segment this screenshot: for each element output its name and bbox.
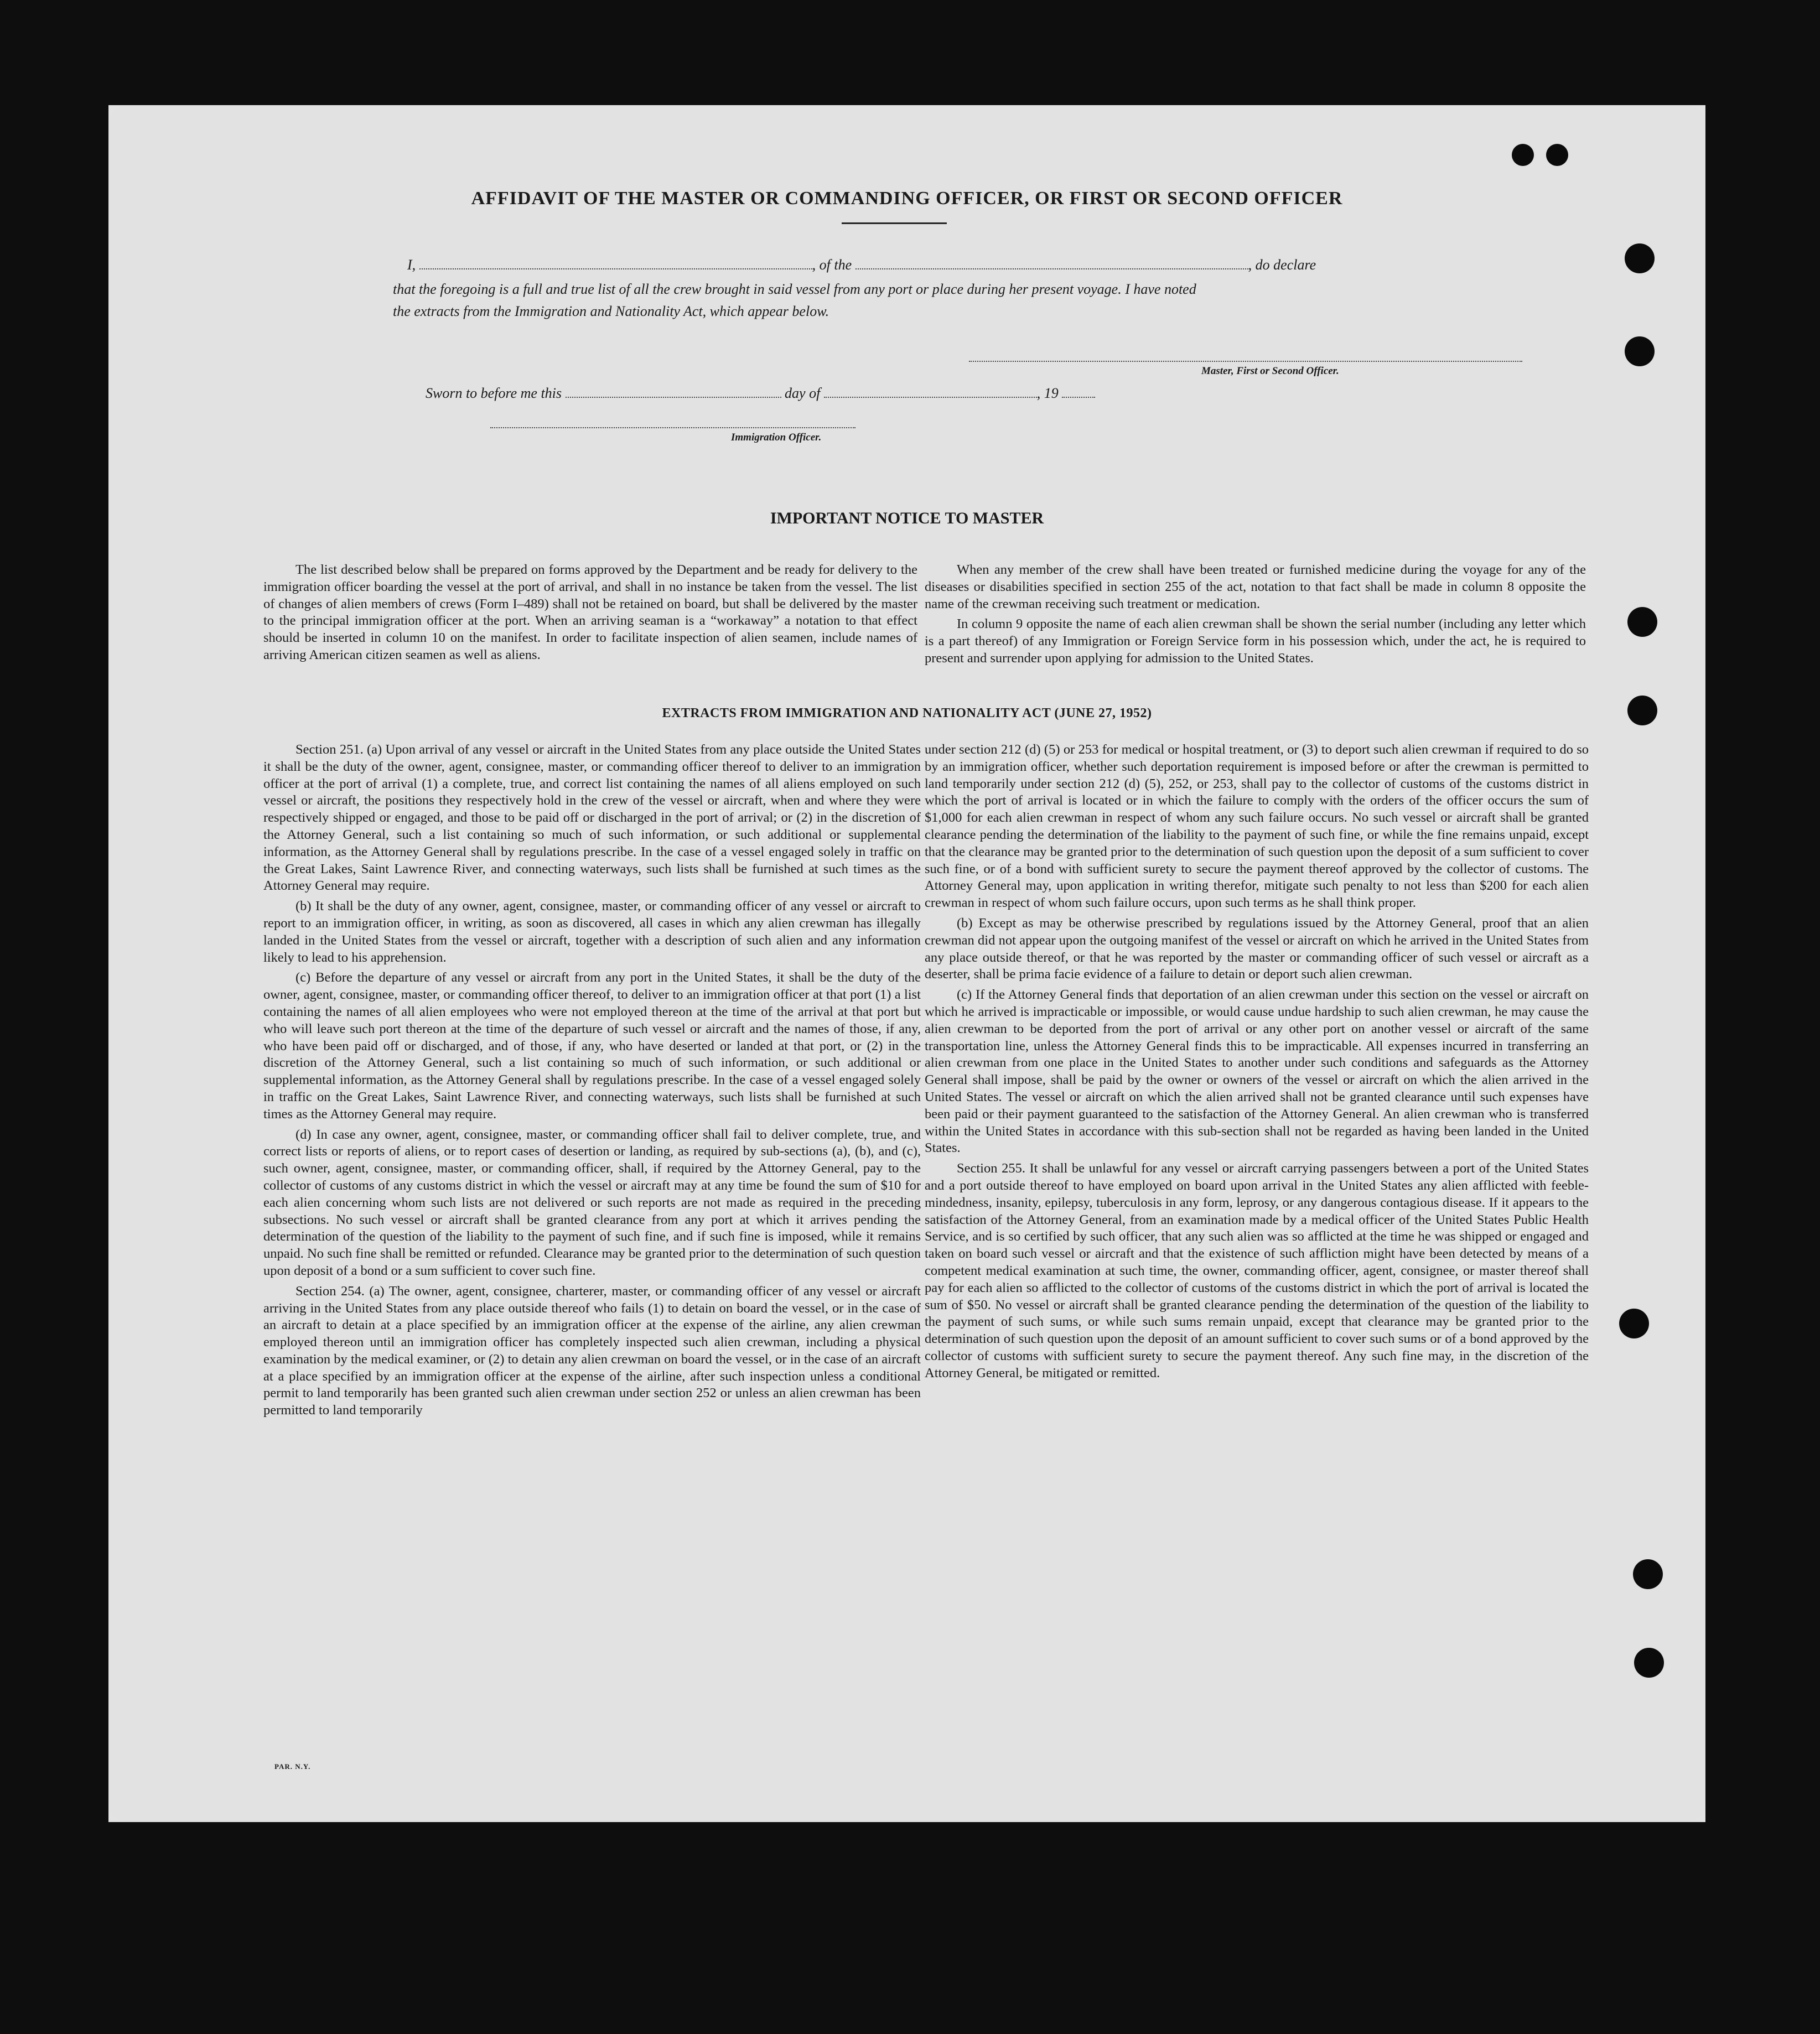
form-code: PAR. N.Y. [274,1762,311,1771]
sworn-line [426,385,1311,402]
notice-paragraph: In column 9 opposite the name of each alien crewman shall be shown the serial number (including any letter which is a part thereof) of any Immigration or Foreign Service form in his possession which, under the act, he is required to present and surrender upon applying for admission to the United States. [925,616,1586,666]
year-label: , 19 [1036,385,1059,401]
punch-hole [1619,1309,1649,1338]
of-the-label: , of the [812,257,852,273]
master-signature-label: Master, First or Second Officer. [1201,365,1339,377]
day-of-label: day of [785,385,821,401]
punch-hole [1633,1559,1663,1589]
section-paragraph: (c) Before the departure of any vessel or aircraft from any port in the United States, it shall be the duty of the owner, agent, consignee, master, or commanding officer thereof, to deliver to an immigration officer at that port (1) a list containing the names of all alien employees who were not employed thereon at the time of the arrival at that port but who will leave such port thereon at the time of the departure of such vessel or aircraft and the names of those, if any, who have been paid off or discharged, and of those, if any, who have deserted or landed at that port, or (2) in the discretion of the Attorney General, such a list containing so much of such information, or such additional or supplemental information, as the Attorney General shall by regulations prescribe. In the case of a vessel engaged solely in traffic on the Great Lakes, Saint Lawrence River, and connecting waterways, such lists shall be furnished at such times as the Attorney General may require. [263,970,921,1122]
vessel-name-field[interactable] [855,268,1248,269]
notice-left-column [263,562,917,664]
section-paragraph: (b) It shall be the duty of any owner, agent, consignee, master, or commanding officer of any vessel or aircraft to report to an immigration officer, in writing, as soon as discovered, all cases in which any alien crewman has illegally landed in the United States from the vessel or aircraft, together with a description of such alien and any information likely to lead to his apprehension. [263,899,921,965]
extracts-right-column [925,741,1589,1382]
notice-paragraph: The list described below shall be prepared on forms approved by the Department and be ready for delivery to the immigration officer boarding the vessel at the port of arrival, and shall in no instance be taken from the vessel. The list of changes of alien members of crews (Form I–489) shall not be retained on board, but shall be delivered by the master to the principal immigration officer at the port. When an arriving seaman is a “workaway” a notation to that effect should be inserted in column 10 on the manifest. In order to facilitate inspection of alien seamen, include names of arriving American citizen seamen as well as aliens. [263,562,917,662]
punch-hole [1625,336,1655,366]
section-paragraph: (b) Except as may be otherwise prescribed by regulations issued by the Attorney General, proof that an alien crewman did not appear upon the outgoing manifest of the vessel or aircraft on which he arrived in the United States from any place outside thereof, or that he was reported by the master or commanding officer of such vessel or aircraft as a deserter, shall be prima facie evidence of a failure to detain or deport such alien crewman. [925,915,1589,982]
declaration-text-2: the extracts from the Immigration and Nationality Act, which appear below. [393,303,829,319]
punch-hole [1625,243,1655,273]
sworn-day-field[interactable] [566,397,781,398]
notice-paragraph: When any member of the crew shall have been treated or furnished medicine during the voyage for any of the diseases or disabilities specified in section 255 of the act, notation to that fact shall be made in column 8 opposite the name of the crewman receiving such treatment or medication. [925,562,1586,611]
declarant-name-field[interactable] [419,268,812,269]
document-page [108,105,1705,1822]
punch-hole [1627,607,1657,637]
declaration-text-1: that the foregoing is a full and true list of all the crew brought in said vessel from any port or place during her present voyage. I have noted [393,281,1196,297]
extracts-title: EXTRACTS FROM IMMIGRATION AND NATIONALITY ACT (JUNE 27, 1952) [662,706,1152,720]
master-signature-field[interactable] [969,361,1522,362]
title-divider [842,222,947,224]
section-paragraph: Section 255. It shall be unlawful for any vessel or aircraft carrying passengers between a port of the United States and a port outside thereof to have employed on board upon arrival in the United States any alien afflicted with feeble-mindedness, insanity, epilepsy, tuberculosis in any form, leprosy, or any dangerous contagious disease. If it appears to the satisfaction of the Attorney General, from an examination made by a medical officer of the United States Public Health Service, and is so certified by such officer, that any such alien was so afflicted at the time he was shipped or engaged and taken on board such vessel or aircraft and that the existence of such affliction might have been detected by means of a competent medical examination at such time, the owner, commanding officer, agent, consignee, or master thereof shall pay for each alien so afflicted to the collector of customs of the customs district in which the port of arrival is located the sum of $50. No vessel or aircraft shall be granted clearance pending the determination of the question of the liability to the payment of such sums, or while such sums remain unpaid, except that clearance may be granted prior to the determination of such question upon the deposit of an amount sufficient to cover such sums or of a bond approved by the collector of customs with sufficient surety to secure the payment thereof. Any such fine may, in the discretion of the Attorney General, be mitigated or remitted. [925,1161,1589,1381]
sworn-month-field[interactable] [824,397,1037,398]
section-paragraph: Section 251. (a) Upon arrival of any vessel or aircraft in the United States from any place outside the United States it shall be the duty of the owner, agent, consignee, master, or commanding officer thereof to deliver to an immigration officer at the port of arrival (1) a complete, true, and correct list containing the names of all aliens employed on such vessel or aircraft, the positions they respectively hold in the crew of the vessel or aircraft, when and where they were respectively shipped or engaged, and those to be paid off or discharged in the port of arrival; or (2) in the discretion of the Attorney General, such a list containing so much of such information, or such additional or supplemental information, as the Attorney General shall by regulations prescribe. In the case of a vessel engaged solely in traffic on the Great Lakes, Saint Lawrence River, and connecting waterways, such lists shall be furnished at such times as the Attorney General may require. [263,742,921,894]
section-paragraph: (c) If the Attorney General finds that deportation of an alien crewman under this section on the vessel or aircraft on which he arrived is impracticable or impossible, or would cause undue hardship to such alien crewman, he may cause the alien crewman to be deported from the port of arrival or any other port on another vessel or aircraft of the same transportation line, unless the Attorney General finds this to be impracticable. All expenses incurred in transferring an alien crewman from one place in the United States to another under such conditions and safeguards as the Attorney General shall impose, shall be paid by the owner or owners of the vessel or aircraft on which the alien arrived in the United States. The vessel or aircraft on which the alien arrived shall not be granted clearance until such expenses have been paid or their payment guaranteed to the satisfaction of the Attorney General. An alien crewman who is transferred within the United States in accordance with this sub-section shall not be regarded as having been landed in the United States. [925,987,1589,1156]
notice-right-column [925,562,1586,667]
section-paragraph: (d) In case any owner, agent, consignee, master, or commanding officer shall fail to deliver complete, true, and correct lists or reports of aliens, or to report cases of desertion or landing, as required by sub-sections (a), (b), and (c), such owner, agent, consignee, master, or commanding officer, shall, if required by the Attorney General, pay to the collector of customs of any customs district in which the vessel or aircraft may at any time be found the sum of $10 for each alien concerning whom such lists are not delivered or such reports are not made as required in the preceding subsections. No such vessel or aircraft shall be granted clearance from any port at which it arrives pending the determination of the question of the liability to the payment of such fine, and if such fine is imposed, while it remains unpaid. No such fine shall be remitted or refunded. Clearance may be granted prior to the determination of such question upon deposit of a bond or a sum sufficient to cover such fine. [263,1127,921,1278]
declare-label: , do declare [1248,257,1316,273]
officer-signature-field[interactable] [490,427,855,428]
section-paragraph: under section 212 (d) (5) or 253 for medical or hospital treatment, or (3) to deport such alien crewman if required to do so by an immigration officer, whether such deportation requirement is imposed before or after the crewman is permitted to land temporarily under section 212 (d) (5), 252, or 253, shall pay to the collector of customs of the customs district in which the port of arrival is located or in which the failure to comply with the orders of the officer occurs the sum of $1,000 for each alien crewman in respect of whom any such failure occurs. No such vessel or aircraft shall be granted clearance pending the determination of the liability to the payment of such fine, or while the fine remains unpaid, except that the clearance may be granted prior to the determination of such question upon the deposit of a sum sufficient to cover such fine, or of a bond with sufficient surety to secure the payment thereof approved by the collector of customs. The Attorney General may, upon application in writing therefor, mitigate such penalty to not less than $200 for each alien crewman in respect of whom such failure occurs, upon such terms as he shall think proper. [925,742,1589,911]
punch-hole [1546,144,1568,166]
officer-signature-label: Immigration Officer. [731,432,822,443]
extracts-left-column [263,741,921,1419]
section-paragraph: Section 254. (a) The owner, agent, consignee, charterer, master, or commanding officer of any vessel or aircraft arriving in the United States from any place outside thereof who fails (1) to detain on board the vessel, or in the case of an aircraft to detain at a place specified by an immigration officer at the expense of the airline, any alien crewman employed thereon until an immigration officer has completely inspected such alien crewman, including a physical examination by the medical examiner, or (2) to detain any alien crewman on board the vessel, or in the case of an aircraft at a place specified by an immigration officer at the expense of the airline, after such inspection unless a conditional permit to land temporarily has been granted such alien crewman under section 252 or unless an alien crewman has been permitted to land temporarily [263,1283,921,1418]
sworn-year-field[interactable] [1062,397,1095,398]
affidavit-title: AFFIDAVIT OF THE MASTER OR COMMANDING OFFICER, OR FIRST OR SECOND OFFICER [471,188,1343,209]
sworn-label: Sworn to before me this [426,385,562,401]
declaration-line [407,257,1508,273]
notice-title: IMPORTANT NOTICE TO MASTER [770,509,1044,527]
punch-hole [1512,144,1534,166]
punch-hole [1634,1648,1664,1678]
declarant-prefix: I, [407,257,416,273]
